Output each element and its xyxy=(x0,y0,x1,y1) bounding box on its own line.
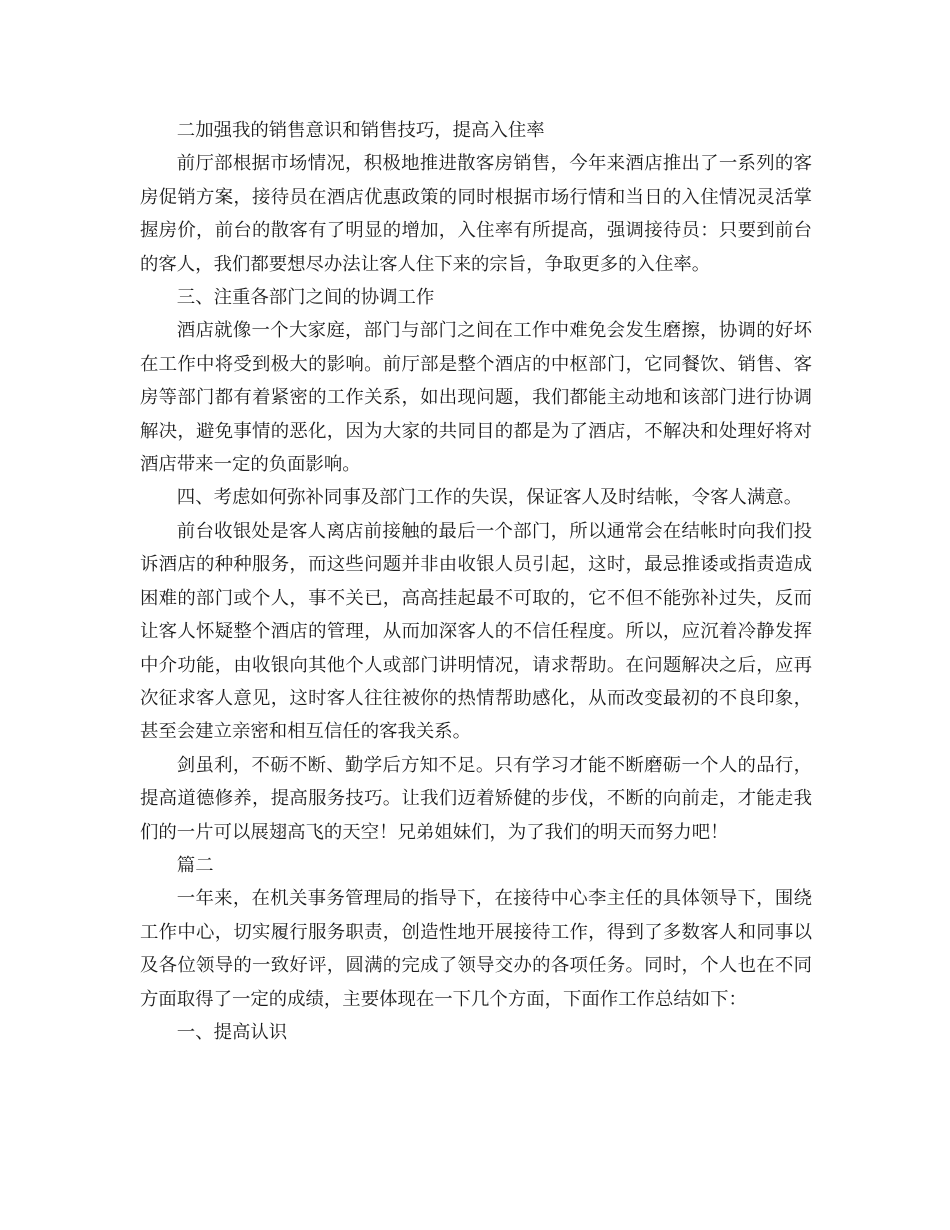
paragraph-year-summary: 一年来，在机关事务管理局的指导下，在接待中心李主任的具体领导下，围绕工作中心，切实履行服务职责，创造性地开展接待工作，得到了多数客人和同事以及各位领导的一致好评，圆满的完成了领导交办的各项任务。同时，个人也在不同方面取得了一定的成绩，主要体现在一下几个方面，下面作工作总结如下： xyxy=(140,888,812,1010)
section-heading-checkout: 四、考虑如何弥补同事及部门工作的失误，保证客人及时结帐，令客人满意。 xyxy=(176,487,803,509)
section-heading-awareness: 一、提高认识 xyxy=(176,1021,288,1043)
section-heading-sales: 二加强我的销售意识和销售技巧，提高入住率 xyxy=(176,120,545,141)
section-heading-coordination: 三、注重各部门之间的协调工作 xyxy=(176,287,435,309)
paragraph-checkout: 前台收银处是客人离店前接触的最后一个部门，所以通常会在结帐时向我们投诉酒店的种种服务，而这些问题并非由收银人员引起，这时，最忌推诿或指责造成困难的部门或个人，事不关已，高高挂起最不可取的，它不但不能弥补过失，反而让客人怀疑整个酒店的管理，从而加深客人的不信任程度。所以，应沉着冷静发挥中介功能，由收银向其他个人或部门讲明情况，请求帮助。在问题解决之后，应再次征求客人意见，这时客人往往被你的热情帮助感化，从而改变最初的不良印象，甚至会建立亲密和相互信任的客我关系。 xyxy=(140,520,812,743)
document-body xyxy=(140,114,812,1049)
paragraph-coordination: 酒店就像一个大家庭，部门与部门之间在工作中难免会发生磨擦，协调的好坏在工作中将受到极大的影响。前厅部是整个酒店的中枢部门，它同餐饮、销售、客房等部门都有着紧密的工作关系，如出现问题，我们都能主动地和该部门进行协调解决，避免事情的恶化，因为大家的共同目的都是为了酒店，不解决和处理好将对酒店带来一定的负面影响。 xyxy=(140,320,812,476)
section-heading-part-two: 篇二 xyxy=(176,854,214,876)
paragraph-learning: 剑虽利，不砺不断、勤学后方知不足。只有学习才能不断磨砺一个人的品行，提高道德修养，提高服务技巧。让我们迈着矫健的步伐，不断的向前走，才能走我们的一片可以展翅高飞的天空！兄弟姐妹们，为了我们的明天而努力吧！ xyxy=(140,754,812,843)
paragraph-sales: 前厅部根据市场情况，积极地推进散客房销售，今年来酒店推出了一系列的客房促销方案，接待员在酒店优惠政策的同时根据市场行情和当日的入住情况灵活掌握房价，前台的散客有了明显的增加，入住率有所提高，强调接待员：只要到前台的客人，我们都要想尽办法让客人住下来的宗旨，争取更多的入住率。 xyxy=(140,153,812,275)
